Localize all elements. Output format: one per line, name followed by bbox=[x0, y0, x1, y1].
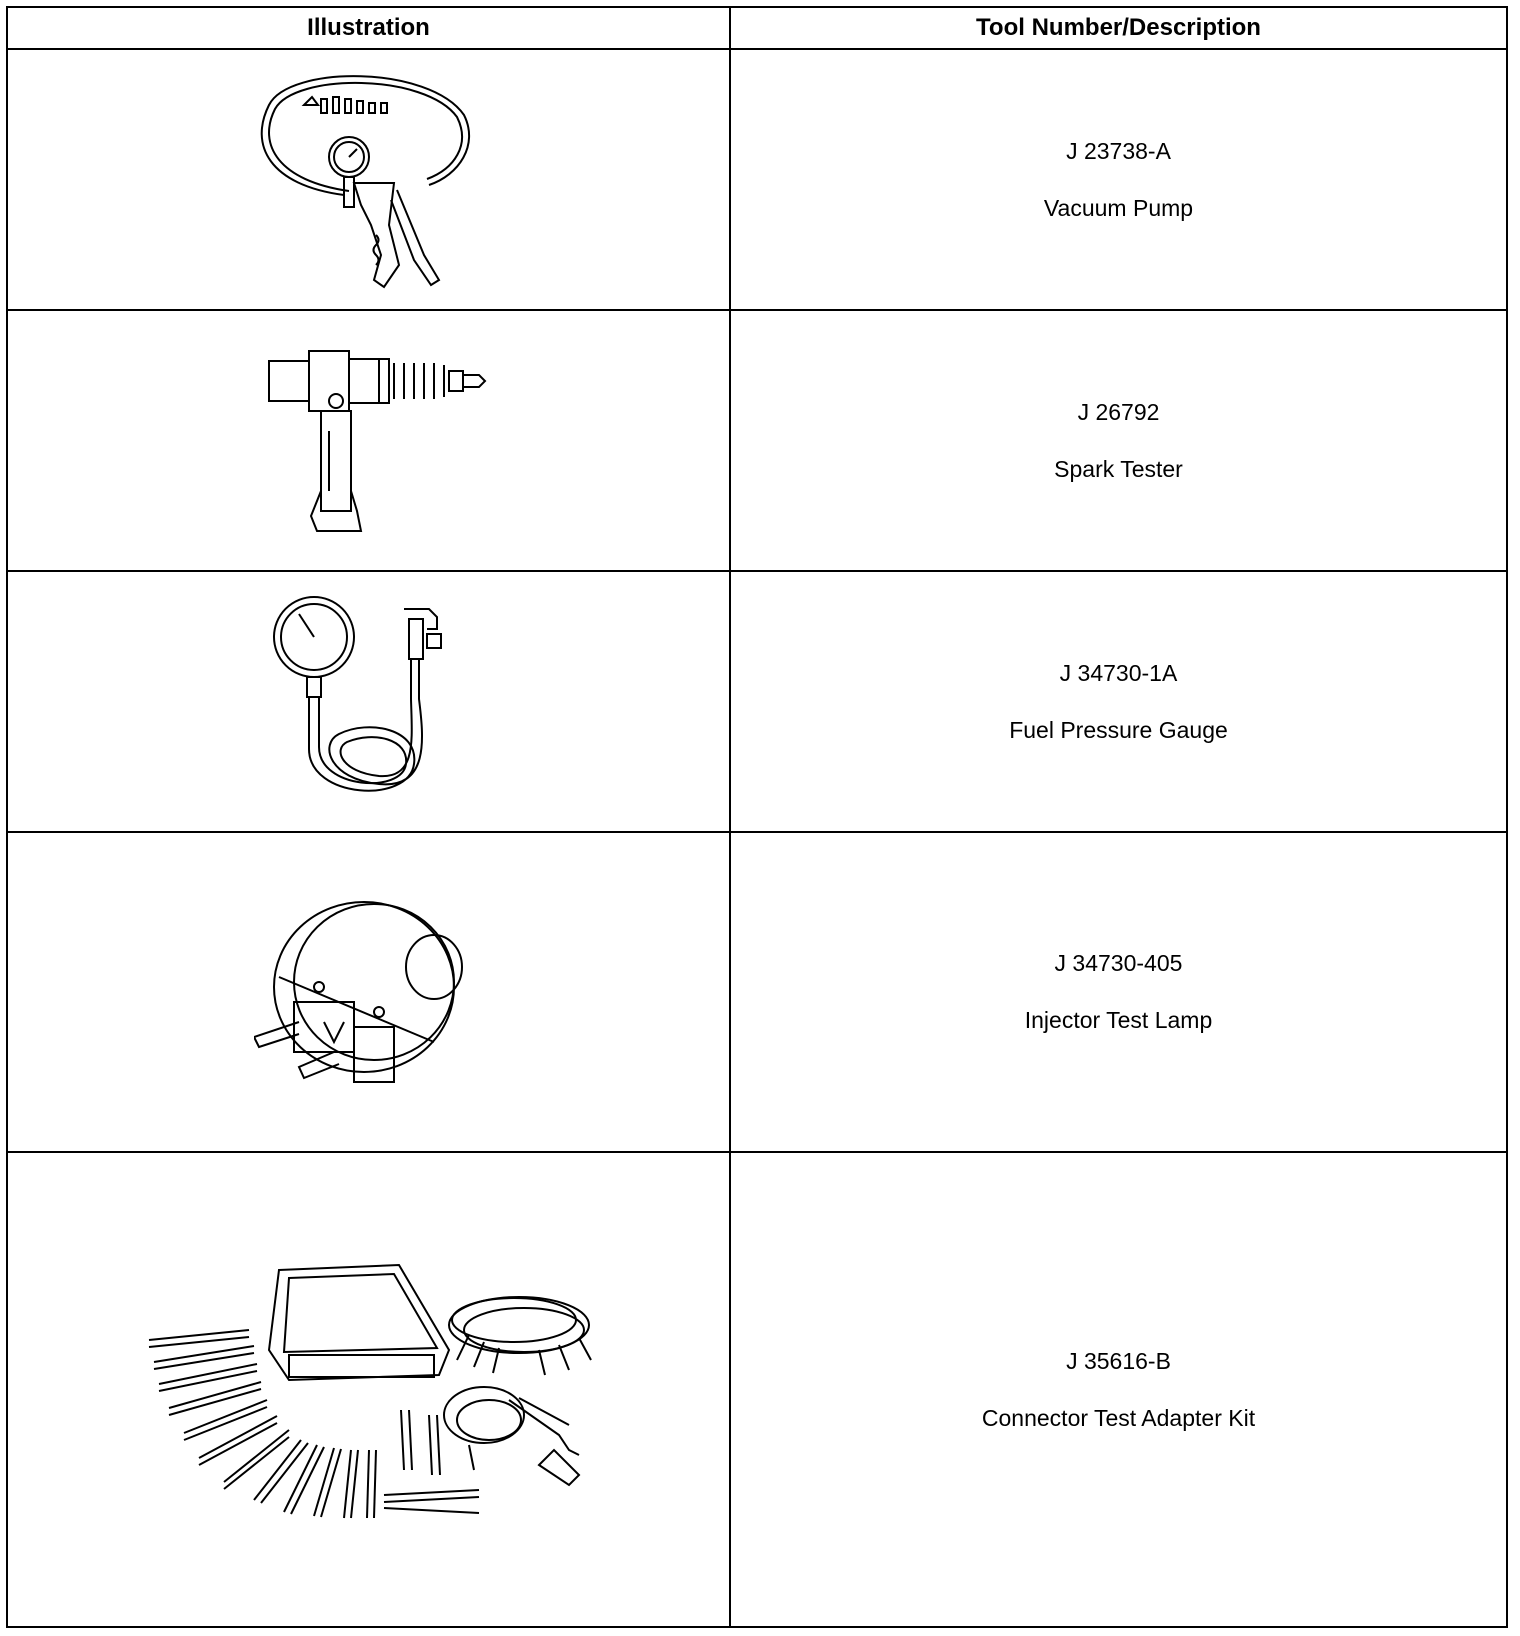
header-row bbox=[7, 7, 1507, 49]
table-row bbox=[7, 832, 1507, 1152]
tool-number: J 34730-1A bbox=[1059, 659, 1178, 686]
table-row bbox=[7, 571, 1507, 832]
description-cell bbox=[730, 1152, 1507, 1627]
spark-tester-icon bbox=[249, 341, 489, 541]
tool-number: J 34730-405 bbox=[1054, 950, 1183, 976]
table-row bbox=[7, 310, 1507, 571]
illustration-cell bbox=[7, 832, 730, 1152]
illustration-cell bbox=[7, 49, 730, 310]
tool-name: Injector Test Lamp bbox=[1024, 1007, 1213, 1033]
description-cell bbox=[730, 310, 1507, 571]
tool-name: Vacuum Pump bbox=[1043, 194, 1194, 221]
header-illustration: Illustration bbox=[7, 7, 730, 49]
tool-number: J 23738-A bbox=[1066, 137, 1171, 164]
tool-name: Connector Test Adapter Kit bbox=[981, 1404, 1256, 1431]
tool-name: Fuel Pressure Gauge bbox=[1009, 716, 1228, 743]
tool-number: J 35616-B bbox=[1066, 1347, 1171, 1374]
fuel-pressure-gauge-icon bbox=[259, 589, 479, 814]
vacuum-pump-icon bbox=[249, 65, 489, 295]
illustration-cell bbox=[7, 1152, 730, 1627]
description-cell bbox=[730, 832, 1507, 1152]
tool-table bbox=[6, 6, 1508, 1628]
description-cell bbox=[730, 571, 1507, 832]
table-row bbox=[7, 1152, 1507, 1627]
header-tool-description: Tool Number/Description bbox=[730, 7, 1507, 49]
tool-name: Spark Tester bbox=[1054, 455, 1183, 482]
illustration-cell bbox=[7, 571, 730, 832]
description-cell bbox=[730, 49, 1507, 310]
connector-test-adapter-kit-icon bbox=[139, 1250, 599, 1530]
injector-test-lamp-icon bbox=[254, 892, 484, 1092]
tool-number: J 26792 bbox=[1077, 398, 1160, 425]
table-row bbox=[7, 49, 1507, 310]
illustration-cell bbox=[7, 310, 730, 571]
